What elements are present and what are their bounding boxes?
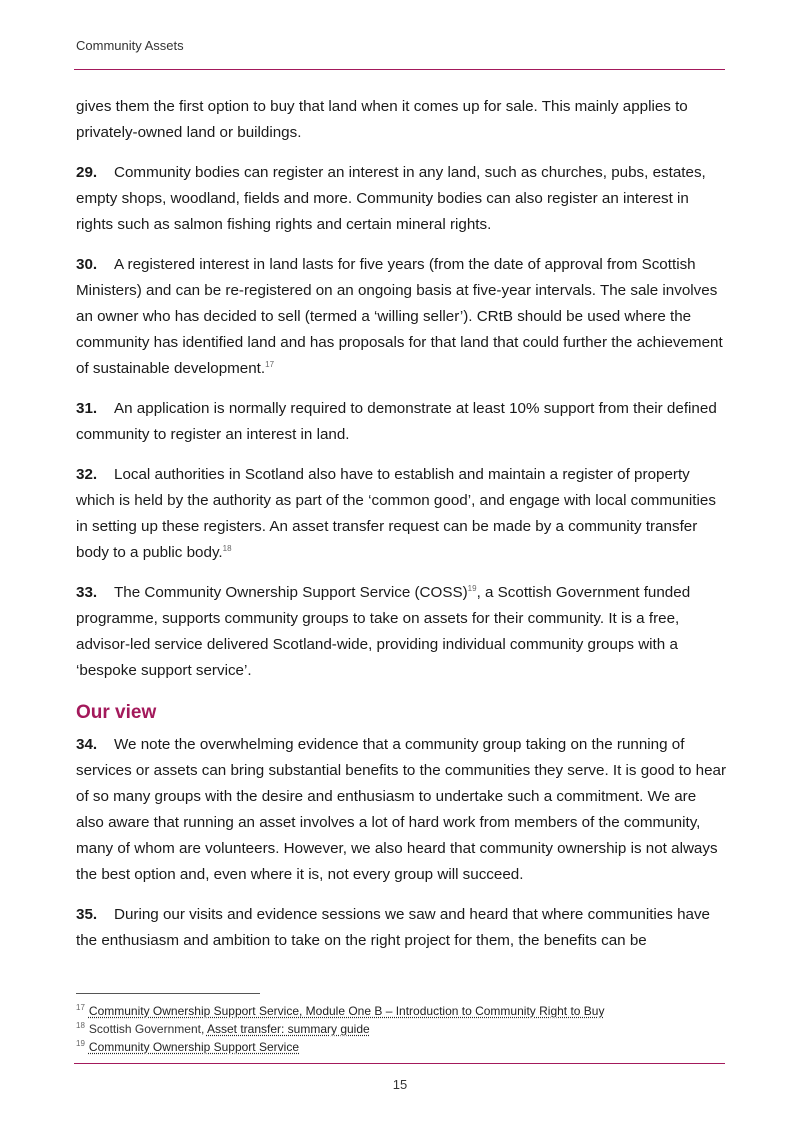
paragraph-text: During our visits and evidence sessions we saw and heard that where communities have the enthusiasm and ambition to take on the right project for them, the benefits can be <box>76 906 710 949</box>
footnote-link[interactable]: Community Ownership Support Service <box>88 1040 299 1054</box>
paragraph-text-continued: , a Scottish Government funded programme, supports community groups to take on assets for their community. It is a free, advisor-led service delivered Scotland-wide, providing individual community groups with a ‘bespoke support service’. <box>76 584 691 679</box>
paragraph-30 <box>76 252 726 382</box>
footnote-19 <box>76 1038 726 1056</box>
footnote-link[interactable]: Community Ownership Support Service, Module One B – Introduction to Community Right to Buy <box>88 1004 605 1018</box>
footnote-prefix: Scottish Government, <box>88 1022 207 1036</box>
document-body <box>76 94 726 968</box>
footnote-separator <box>76 993 260 994</box>
paragraph-32 <box>76 462 726 566</box>
footnote-number: 19 <box>76 1039 85 1048</box>
page-number: 15 <box>392 1077 408 1092</box>
paragraph-29 <box>76 160 726 238</box>
footnote-reference-18[interactable]: 18 <box>222 543 232 553</box>
footnote-number: 18 <box>76 1021 85 1030</box>
paragraph-text: The Community Ownership Support Service (COSS) <box>114 584 468 601</box>
paragraph-text: An application is normally required to demonstrate at least 10% support from their defined community to register an interest in land. <box>76 400 717 443</box>
running-header: Community Assets <box>76 38 184 53</box>
paragraph-text: A registered interest in land lasts for five years (from the date of approval from Scottish Ministers) and can be re-registered on an ongoing basis at five-year intervals. The sale involves an owner who has decided to sell (termed a ‘willing seller’). CRtB should be used where the community has identified land and has proposals for that land that could further the achievement of sustainable development. <box>76 256 723 377</box>
footnote-reference-17[interactable]: 17 <box>265 359 275 369</box>
paragraph-33 <box>76 580 726 684</box>
paragraph-35 <box>76 902 726 954</box>
paragraph-34 <box>76 732 726 888</box>
paragraph-text: We note the overwhelming evidence that a community group taking on the running of services or assets can bring substantial benefits to the communities they serve. It is good to hear of so many groups with the desire and enthusiasm to undertake such a commitment. We are also aware that running an asset involves a lot of hard work from members of the community, many of whom are volunteers. However, we also heard that community ownership is not always the best option and, even where it is, not every group will succeed. <box>76 736 727 883</box>
footer-divider <box>74 1063 725 1064</box>
paragraph-text: gives them the first option to buy that land when it comes up for sale. This mainly applies to privately-owned land or buildings. <box>76 98 688 141</box>
paragraph-continued <box>76 94 726 146</box>
paragraph-text: Community bodies can register an interest in any land, such as churches, pubs, estates, empty shops, woodland, fields and more. Community bodies can also register an interest in rights such as salmon fishing rights and certain mineral rights. <box>76 164 706 233</box>
paragraph-number: 33. <box>76 584 98 601</box>
footnote-17 <box>76 1002 726 1020</box>
footnote-18 <box>76 1020 726 1038</box>
paragraph-number: 32. <box>76 466 98 483</box>
footnote-link[interactable]: Asset transfer: summary guide <box>206 1022 370 1036</box>
paragraph-number: 34. <box>76 736 98 753</box>
paragraph-number: 31. <box>76 400 98 417</box>
footnotes <box>76 1002 726 1056</box>
header-divider <box>74 69 725 70</box>
paragraph-number: 35. <box>76 906 98 923</box>
footnote-number: 17 <box>76 1003 85 1012</box>
footnote-reference-19[interactable]: 19 <box>467 583 477 593</box>
paragraph-number: 29. <box>76 164 98 181</box>
section-heading: Our view <box>76 702 157 723</box>
paragraph-31 <box>76 396 726 448</box>
paragraph-number: 30. <box>76 256 98 273</box>
paragraph-text: Local authorities in Scotland also have to establish and maintain a register of property which is held by the authority as part of the ‘common good’, and engage with local communities in setting up these registers. An asset transfer request can be made by a community transfer body to a public body. <box>76 466 716 561</box>
